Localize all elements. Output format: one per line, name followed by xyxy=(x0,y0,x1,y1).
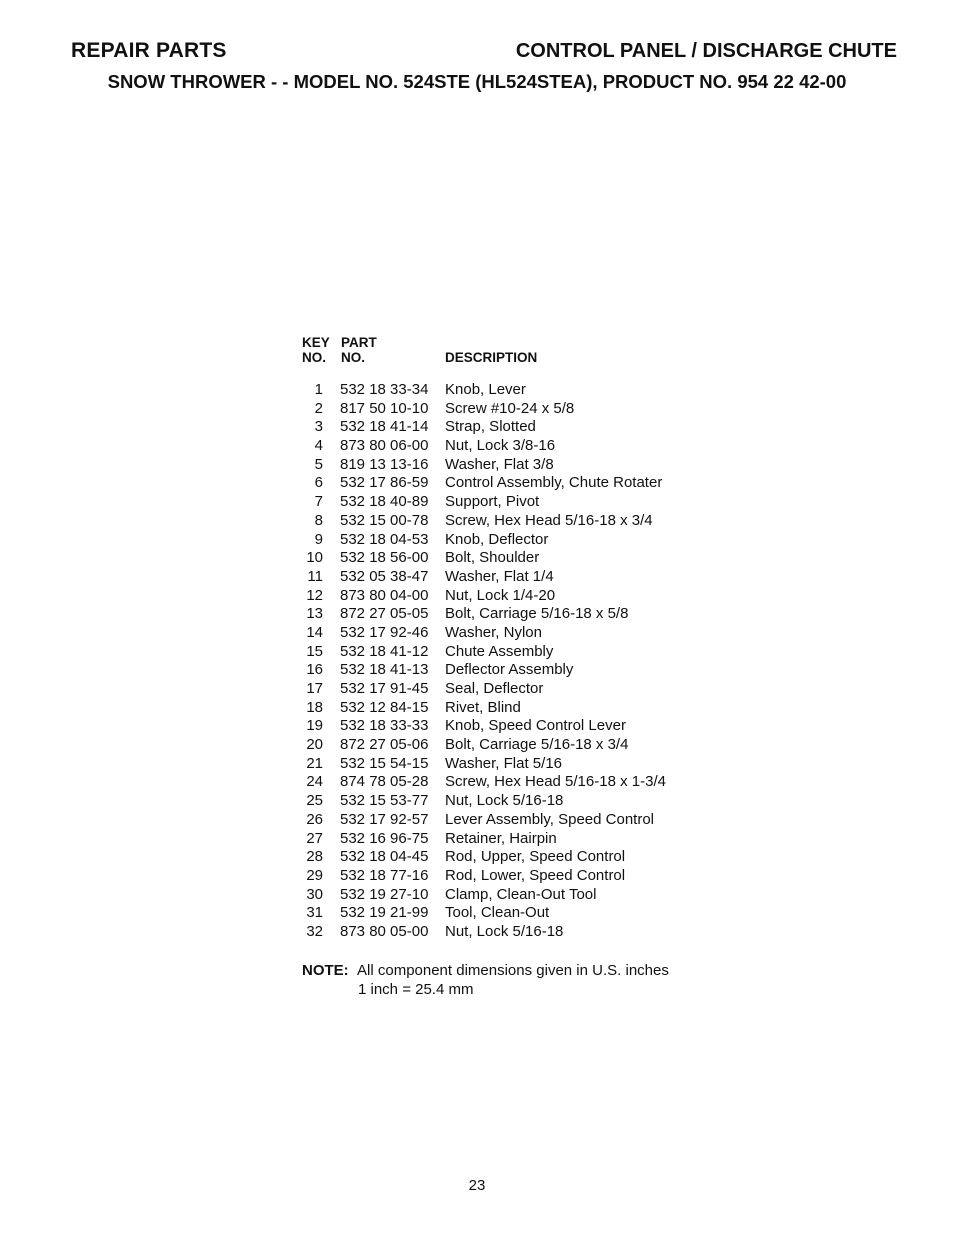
key-number: 26 xyxy=(306,810,323,828)
part-description: Retainer, Hairpin xyxy=(445,829,557,847)
part-description: Nut, Lock 5/16-18 xyxy=(445,792,564,810)
part-number: 532 17 86-59 xyxy=(340,474,429,492)
part-description: Lever Assembly, Speed Control xyxy=(445,810,654,828)
key-number: 4 xyxy=(314,437,323,455)
part-description: Strap, Slotted xyxy=(445,418,536,436)
key-number: 24 xyxy=(306,773,323,791)
part-number: 532 17 92-57 xyxy=(340,810,429,828)
key-number: 17 xyxy=(306,680,323,697)
part-header-line2: NO. xyxy=(341,350,366,365)
key-number: 29 xyxy=(306,866,323,884)
part-description: Bolt, Shoulder xyxy=(445,549,540,567)
part-number: 873 80 05-00 xyxy=(340,922,429,940)
key-number: 14 xyxy=(306,623,323,641)
part-number: 532 18 41-12 xyxy=(340,642,429,660)
part-number: 532 18 33-34 xyxy=(340,381,429,398)
part-number: 532 18 33-33 xyxy=(340,717,429,735)
key-number: 1 xyxy=(314,381,323,398)
part-number: 532 12 84-15 xyxy=(340,698,429,716)
key-number: 16 xyxy=(306,661,323,679)
part-description: Deflector Assembly xyxy=(445,661,574,679)
note-text-line2: 1 inch = 25.4 mm xyxy=(358,981,474,998)
part-description: Knob, Speed Control Lever xyxy=(445,717,626,735)
part-description: Bolt, Carriage 5/16-18 x 5/8 xyxy=(445,605,629,623)
key-number: 8 xyxy=(314,511,323,529)
key-number: 9 xyxy=(314,530,323,548)
part-description: Knob, Deflector xyxy=(445,530,549,548)
model-subtitle: SNOW THROWER - - MODEL NO. 524STE (HL524STEA), PRODUCT NO. 954 22 42-00 xyxy=(107,71,847,92)
part-number: 873 80 06-00 xyxy=(340,437,429,455)
part-number: 532 15 53-77 xyxy=(340,792,429,810)
part-number: 532 18 40-89 xyxy=(340,493,429,511)
part-number: 532 05 38-47 xyxy=(340,567,429,585)
part-description: Clamp, Clean-Out Tool xyxy=(445,885,597,903)
part-number: 532 18 04-45 xyxy=(340,848,429,866)
part-description: Washer, Flat 5/16 xyxy=(445,754,562,772)
part-number: 532 19 27-10 xyxy=(340,885,429,903)
part-description: Bolt, Carriage 5/16-18 x 3/4 xyxy=(445,736,629,754)
part-no-header xyxy=(341,335,377,365)
part-description: Nut, Lock 5/16-18 xyxy=(445,922,564,940)
key-number: 2 xyxy=(314,399,323,417)
part-description: Tool, Clean-Out xyxy=(445,904,550,922)
part-number: 873 80 04-00 xyxy=(340,586,429,604)
key-no-header xyxy=(302,335,330,365)
part-description: Washer, Flat 3/8 xyxy=(445,455,554,473)
part-description: Screw, Hex Head 5/16-18 x 3/4 xyxy=(445,511,653,529)
part-number: 819 13 13-16 xyxy=(340,455,429,473)
key-number: 7 xyxy=(314,493,323,511)
part-description: Washer, Flat 1/4 xyxy=(445,567,554,585)
key-number: 13 xyxy=(306,605,323,623)
part-number: 532 17 92-46 xyxy=(340,623,429,641)
key-number: 21 xyxy=(306,754,323,772)
part-description: Knob, Lever xyxy=(445,381,526,398)
key-number: 31 xyxy=(306,904,323,922)
key-number: 27 xyxy=(306,829,323,847)
key-number: 32 xyxy=(306,922,323,940)
part-description: Control Assembly, Chute Rotater xyxy=(445,474,663,492)
page-number: 23 xyxy=(468,1177,486,1194)
part-description: Washer, Nylon xyxy=(445,623,542,641)
part-number: 874 78 05-28 xyxy=(340,773,429,791)
description-header: DESCRIPTION xyxy=(445,350,538,365)
page-title: CONTROL PANEL / DISCHARGE CHUTE xyxy=(515,40,897,62)
part-description: Chute Assembly xyxy=(445,642,554,660)
note-line1 xyxy=(302,961,669,980)
part-header-line1: PART xyxy=(341,335,377,350)
key-number: 20 xyxy=(306,736,323,754)
note-text-line1: All component dimensions given in U.S. inches xyxy=(357,962,669,979)
part-description: Rod, Upper, Speed Control xyxy=(445,848,626,866)
key-number: 18 xyxy=(306,698,323,716)
part-number: 532 18 04-53 xyxy=(340,530,429,548)
part-number: 532 18 41-14 xyxy=(340,418,429,436)
part-number: 532 16 96-75 xyxy=(340,829,429,847)
section-title: REPAIR PARTS xyxy=(71,39,227,62)
part-description: Screw, Hex Head 5/16-18 x 1-3/4 xyxy=(445,773,666,791)
part-number: 532 18 77-16 xyxy=(340,866,429,884)
key-number: 11 xyxy=(307,567,323,585)
part-number: 532 15 00-78 xyxy=(340,511,429,529)
part-number: 532 17 91-45 xyxy=(340,680,429,697)
part-description: Support, Pivot xyxy=(445,493,540,511)
key-number: 28 xyxy=(306,848,323,866)
part-number: 532 15 54-15 xyxy=(340,754,429,772)
key-number: 19 xyxy=(306,717,323,735)
part-description: Nut, Lock 3/8-16 xyxy=(445,437,556,455)
part-description: Seal, Deflector xyxy=(445,680,544,697)
key-number: 25 xyxy=(306,792,323,810)
part-description: Rod, Lower, Speed Control xyxy=(445,866,626,884)
part-number: 872 27 05-05 xyxy=(340,605,429,623)
key-header-line2: NO. xyxy=(302,350,327,365)
part-description: Rivet, Blind xyxy=(445,698,521,716)
part-number: 532 18 56-00 xyxy=(340,549,429,567)
key-number: 5 xyxy=(314,455,323,473)
key-number: 10 xyxy=(306,549,323,567)
part-number: 532 19 21-99 xyxy=(340,904,429,922)
note xyxy=(302,961,669,999)
part-number: 532 18 41-13 xyxy=(340,661,429,679)
key-number: 15 xyxy=(306,642,323,660)
part-description: Screw #10-24 x 5/8 xyxy=(445,399,575,417)
key-number: 3 xyxy=(314,418,323,436)
note-label: NOTE: xyxy=(302,962,349,979)
part-number: 872 27 05-06 xyxy=(340,736,429,754)
key-number: 6 xyxy=(314,474,323,492)
part-description: Nut, Lock 1/4-20 xyxy=(445,586,556,604)
key-header-line1: KEY xyxy=(302,335,330,350)
part-number: 817 50 10-10 xyxy=(340,399,429,417)
key-number: 12 xyxy=(306,586,323,604)
key-number: 30 xyxy=(306,885,323,903)
